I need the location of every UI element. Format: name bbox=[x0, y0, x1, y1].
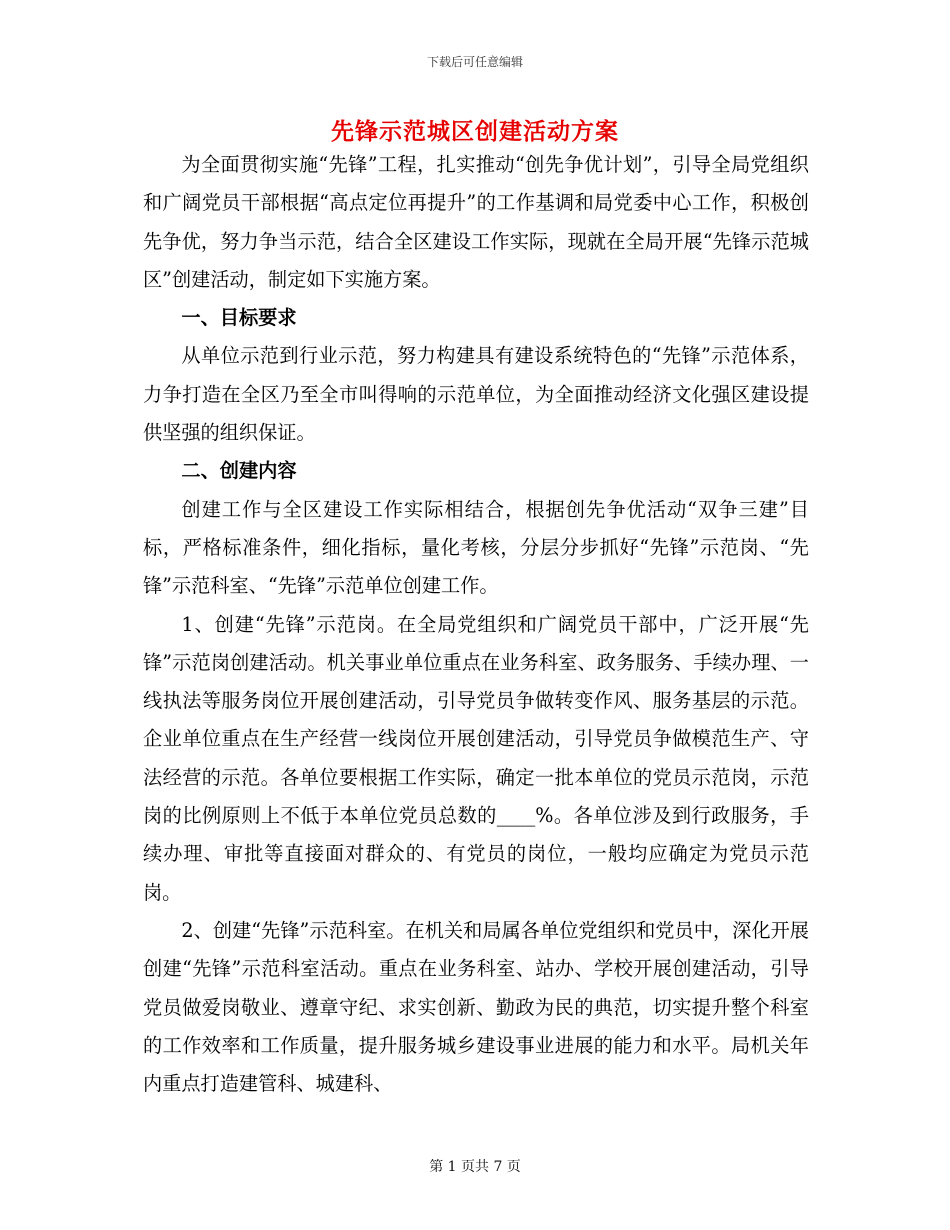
section-heading-goals: 一、目标要求 bbox=[181, 306, 297, 330]
page-footer: 第 1 页共 7 页 bbox=[429, 1159, 521, 1175]
section-heading-content: 二、创建内容 bbox=[181, 459, 297, 483]
page-header: 下载后可任意编辑 bbox=[426, 55, 523, 69]
paragraph-item-2: 2、创建“先锋”示范科室。在机关和局属各单位党组织和党员中，深化开展创建“先锋”示范科室活动。重点在业务科室、站办、学校开展创建活动，引导党员做爱岗敬业、遵章守纪、求实创新、勤政为民的典范，切实提升整个科室的工作效率和工作质量，提升服务城乡建设事业进展的能力和水平。局机关年内重点打造建管科、城建科、 bbox=[143, 918, 809, 1096]
paragraph-item-1: 1、创建“先锋”示范岗。在全局党组织和广阔党员干部中，广泛开展“先锋”示范岗创建活动。机关事业单位重点在业务科室、政务服务、手续办理、一线执法等服务岗位开展创建活动，引导党员争做转变作风、服务基层的示范。企业单位重点在生产经营一线岗位开展创建活动，引导党员争做模范生产、守法经营的示范。各单位要根据工作实际，确定一批本单位的党员示范岗，示范岗的比例原则上不低于本单位党员总数的____%。各单位涉及到行政服务，手续办理、审批等直接面对群众的、有党员的岗位，一般均应确定为党员示范岗。 bbox=[143, 612, 809, 904]
paragraph-intro: 为全面贯彻实施“先锋”工程，扎实推动“创先争优计划”，引导全局党组织和广阔党员干部根据“高点定位再提升”的工作基调和局党委中心工作，积极创先争优，努力争当示范，结合全区建设工作实际，现就在全局开展“先锋示范城区”创建活动，制定如下实施方案。 bbox=[143, 153, 809, 291]
paragraph-content: 创建工作与全区建设工作实际相结合，根据创先争优活动“双争三建”目标，严格标准条件，细化指标，量化考核，分层分步抓好“先锋”示范岗、“先锋”示范科室、“先锋”示范单位创建工作。 bbox=[143, 497, 809, 598]
document-body bbox=[143, 146, 809, 1103]
paragraph-goals: 从单位示范到行业示范，努力构建具有建设系统特色的“先锋”示范体系，力争打造在全区乃至全市叫得响的示范单位，为全面推动经济文化强区建设提供坚强的组织保证。 bbox=[143, 344, 809, 445]
document-title: 先锋示范城区创建活动方案 bbox=[331, 118, 619, 145]
